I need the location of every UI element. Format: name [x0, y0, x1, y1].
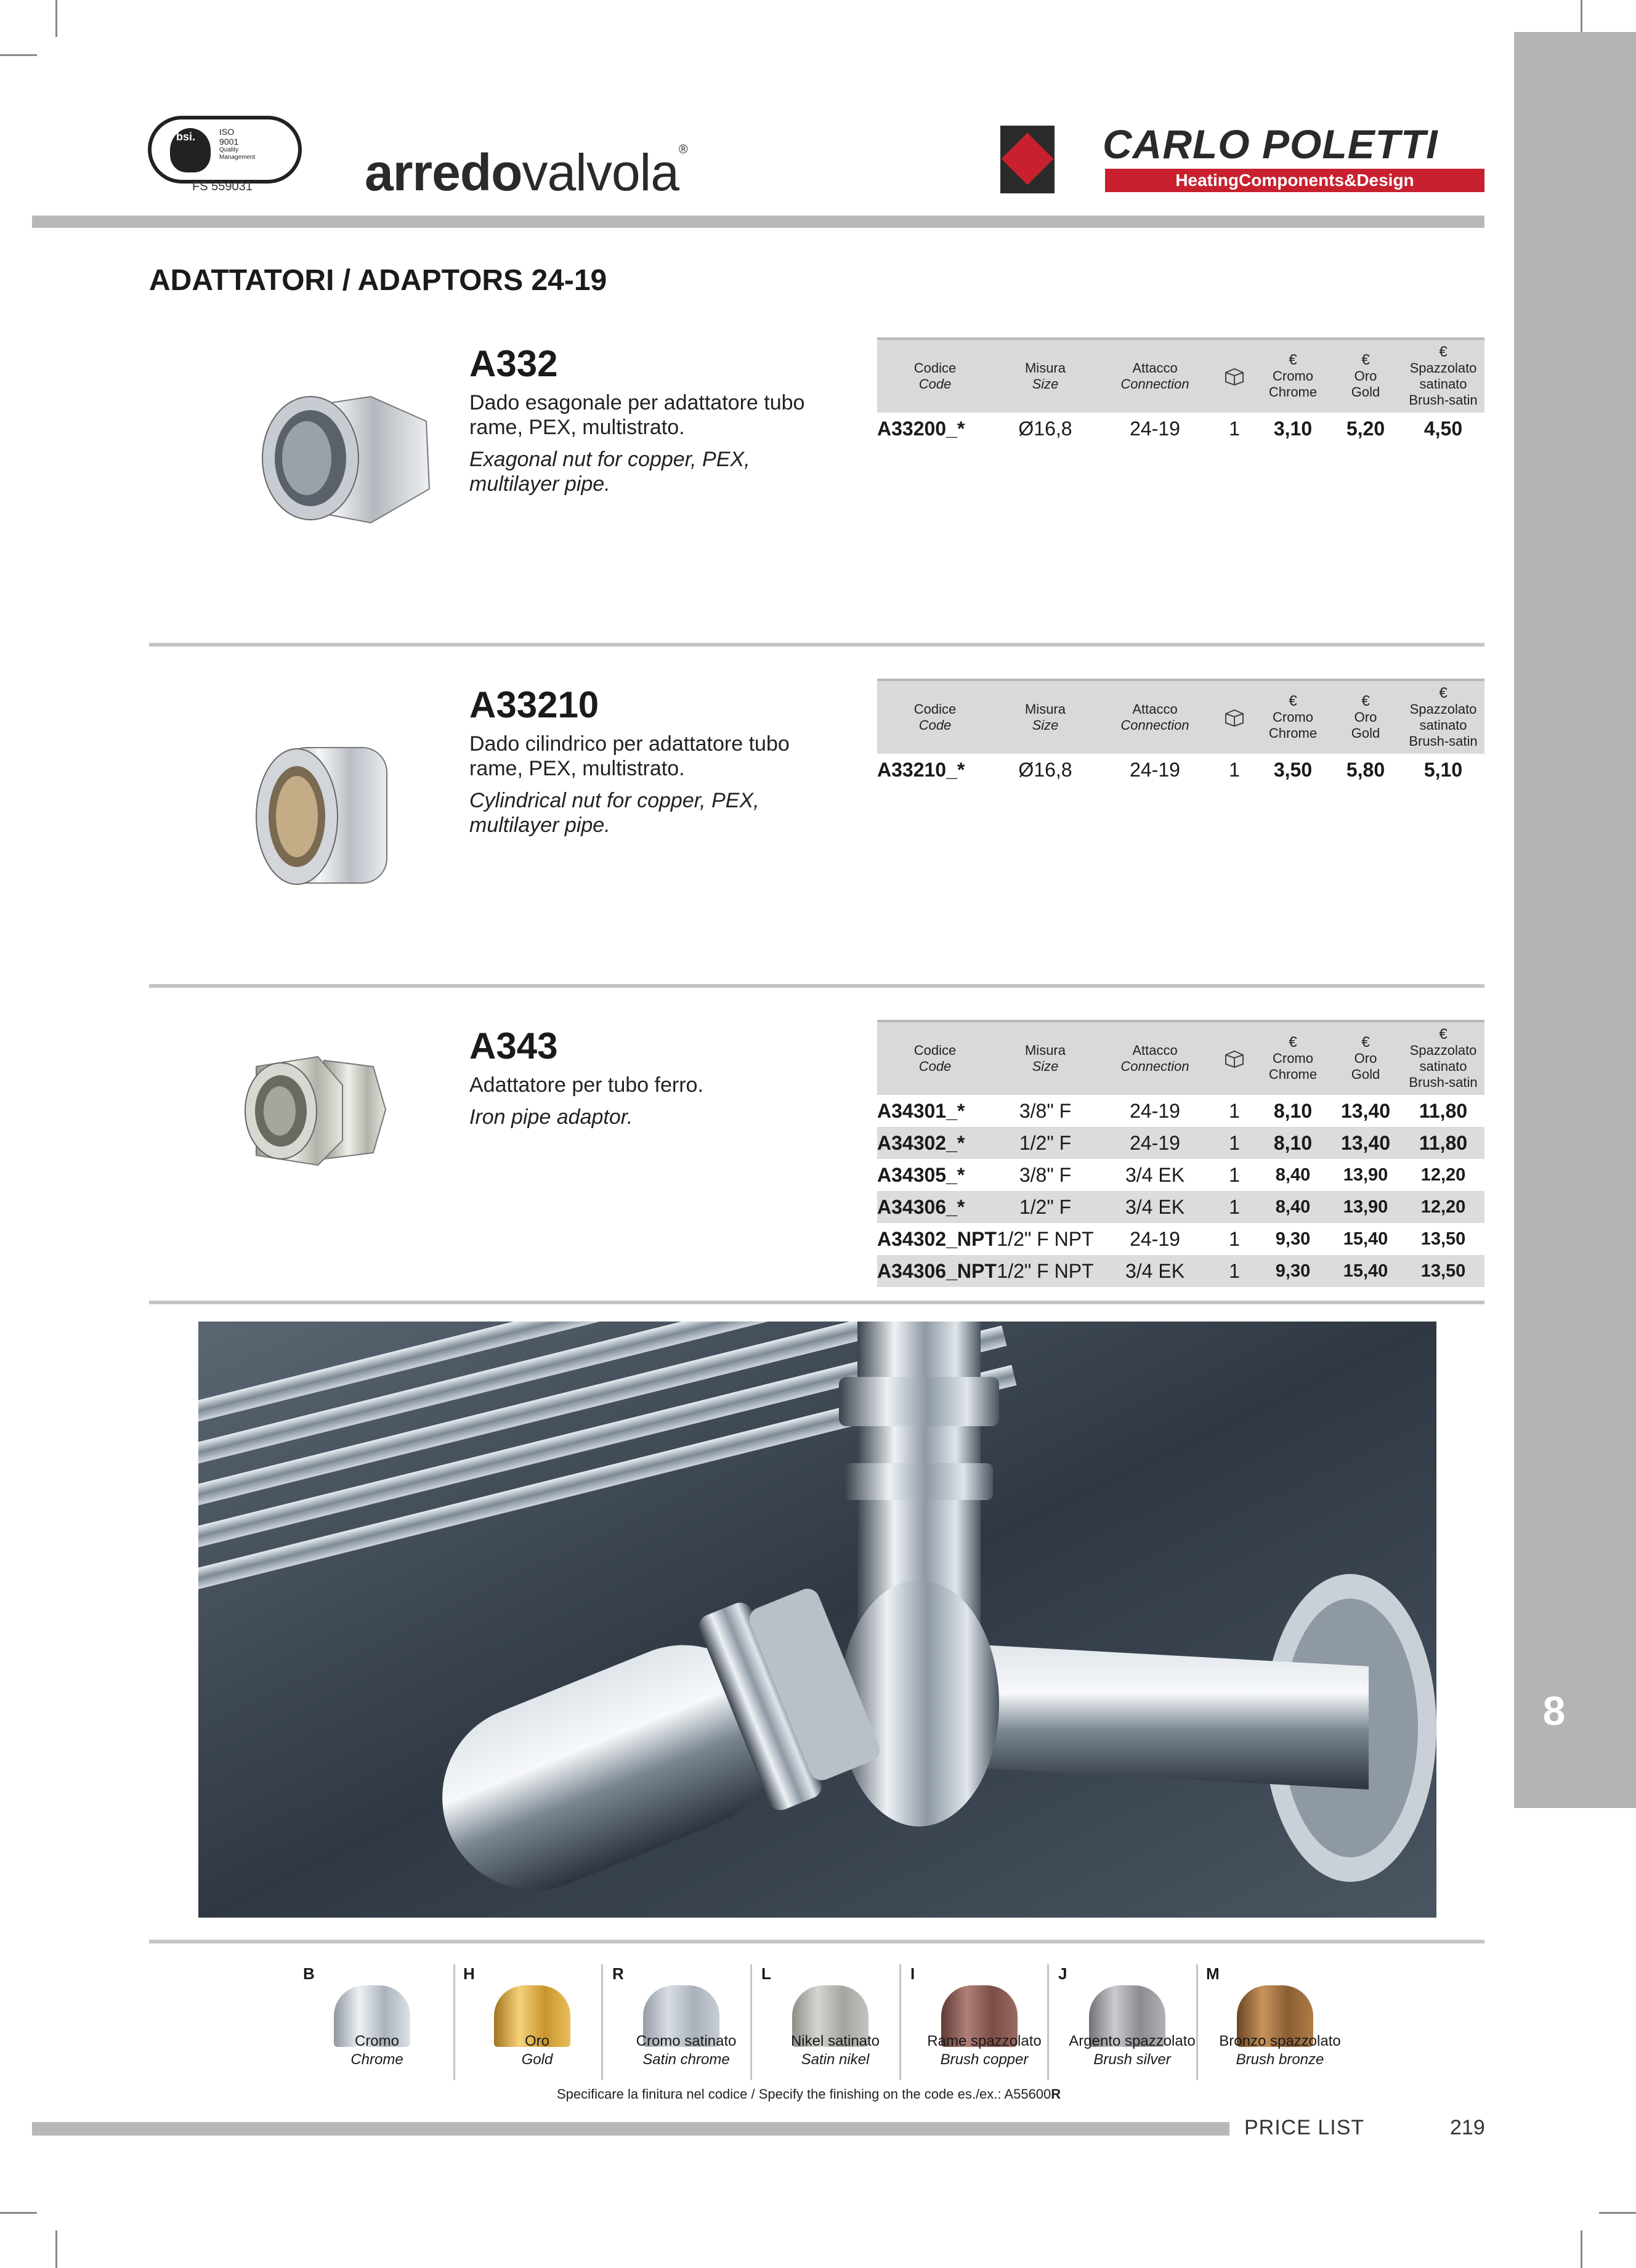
crop-mark: [1581, 0, 1582, 37]
cell-brush-price: 12,20: [1420, 1197, 1466, 1217]
col-connection-header: Attacco Connection: [1120, 360, 1189, 392]
iso-label: ISO 9001 Quality Management: [219, 127, 256, 161]
finish-name: Cromo: [354, 2033, 399, 2049]
swatch-divider: [149, 1940, 1484, 1943]
company-tagline: HeatingComponents&Design: [1105, 169, 1484, 192]
iron-pipe-adaptor-image: [232, 1042, 392, 1177]
product-description-it: Adattatore per tubo ferro.: [469, 1073, 703, 1097]
table-row: [877, 1127, 1484, 1159]
brand-logo: arredovalvola®: [365, 143, 687, 201]
finish-letter: I: [910, 1964, 915, 1983]
cell-brush-price: 4,50: [1423, 418, 1463, 440]
product-photo: [198, 1322, 1436, 1918]
table-row: [877, 754, 1484, 786]
col-size-header: Misura Size: [1024, 1043, 1066, 1074]
swatch-separator: [601, 1964, 603, 2080]
price-table: [877, 679, 1484, 786]
cell-gold-price: 13,90: [1343, 1197, 1388, 1217]
crop-mark: [1599, 2212, 1636, 2214]
finish-name: Cromo satinato: [636, 2033, 737, 2049]
company-logo-icon: [1000, 126, 1055, 193]
col-brush-header: € Spazzolato satinato Brush-satin: [1409, 344, 1478, 408]
finish-name-en: Gold: [521, 2051, 553, 2068]
finish-name: Oro: [524, 2033, 549, 2049]
product-description-en: Cylindrical nut for copper, PEX, multilayer pipe.: [469, 789, 759, 837]
package-icon: [1212, 681, 1257, 754]
table-row: [877, 1255, 1484, 1287]
page-number: 219: [1450, 2116, 1485, 2139]
product-description-en: Exagonal nut for copper, PEX, multilayer pipe.: [469, 448, 750, 496]
finish-letter: L: [761, 1964, 771, 1983]
product-description-it: Dado esagonale per adattatore tubo rame, PEX, multistrato.: [469, 391, 805, 439]
cell-code: A34305_*: [877, 1164, 965, 1186]
cell-gold-price: 5,20: [1346, 418, 1385, 440]
price-table: [877, 1020, 1484, 1287]
finish-swatch-chrome: [303, 1964, 451, 2083]
col-connection-header: Attacco Connection: [1120, 1043, 1189, 1074]
col-size-header: Misura Size: [1024, 701, 1066, 733]
cell-gold-price: 15,40: [1343, 1229, 1388, 1249]
cell-code: A34302_*: [877, 1132, 965, 1154]
cell-qty: 1: [1229, 1228, 1240, 1250]
cell-gold-price: 13,90: [1343, 1165, 1388, 1185]
product-code: A332: [469, 343, 558, 384]
cell-connection: 24-19: [1130, 1132, 1180, 1154]
certification-logo: [148, 116, 302, 184]
table-row: [877, 1095, 1484, 1127]
cell-code: A34306_*: [877, 1196, 965, 1218]
crop-mark: [55, 0, 57, 37]
finish-name: Nikel satinato: [790, 2033, 880, 2049]
cell-size: 1/2" F: [1019, 1132, 1072, 1154]
cell-qty: 1: [1229, 1132, 1240, 1154]
cell-chrome-price: 8,40: [1275, 1197, 1311, 1217]
table-header: [877, 1020, 1484, 1095]
header-divider: [32, 216, 1484, 228]
crop-mark: [1581, 2230, 1582, 2268]
finish-specification-note: Specificare la finitura nel codice / Specify the finishing on the code es./ex.: A55600R: [557, 2086, 1061, 2102]
cell-connection: 3/4 EK: [1125, 1260, 1185, 1282]
col-chrome-header: € Cromo Chrome: [1268, 1034, 1318, 1082]
col-connection-header: Attacco Connection: [1120, 701, 1189, 733]
section-divider: [149, 1301, 1484, 1304]
col-code-header: Codice Code: [913, 701, 957, 733]
cell-brush-price: 5,10: [1423, 759, 1463, 781]
col-gold-header: € Oro Gold: [1351, 693, 1380, 741]
cell-gold-price: 13,40: [1340, 1100, 1391, 1122]
cell-qty: 1: [1229, 759, 1240, 781]
finish-name-en: Brush bronze: [1236, 2051, 1324, 2068]
finish-letter: B: [303, 1964, 315, 1983]
crop-mark: [0, 54, 37, 56]
cell-connection: 24-19: [1130, 418, 1180, 440]
cell-code: A34302_NPT: [877, 1228, 997, 1250]
cell-chrome-price: 9,30: [1275, 1261, 1311, 1281]
finish-swatch-satin-chrome: [612, 1964, 760, 2083]
cell-brush-price: 12,20: [1420, 1165, 1466, 1185]
swatch-separator: [899, 1964, 901, 2080]
product-code: A343: [469, 1025, 558, 1067]
col-size-header: Misura Size: [1024, 360, 1066, 392]
swatch-separator: [750, 1964, 752, 2080]
col-gold-header: € Oro Gold: [1351, 352, 1380, 400]
finish-letter: H: [463, 1964, 475, 1983]
certificate-number: FS 559031: [192, 180, 253, 193]
crop-mark: [0, 2212, 37, 2214]
finish-name-en: Satin nikel: [801, 2051, 870, 2068]
hex-nut-image: [241, 384, 445, 538]
cell-qty: 1: [1229, 418, 1240, 440]
finish-swatch-satin-nikel: [761, 1964, 909, 2083]
cell-chrome-price: 3,50: [1273, 759, 1313, 781]
company-name: CARLO POLETTI: [1103, 121, 1438, 167]
finish-name-en: Satin chrome: [642, 2051, 730, 2068]
footer-bar: [32, 2122, 1229, 2136]
col-code-header: Codice Code: [913, 1043, 957, 1074]
col-brush-header: € Spazzolato satinato Brush-satin: [1409, 1026, 1478, 1090]
finish-letter: J: [1058, 1964, 1067, 1983]
cell-gold-price: 15,40: [1343, 1261, 1388, 1281]
chapter-tab: [1514, 32, 1636, 1808]
cell-brush-price: 11,80: [1419, 1100, 1468, 1122]
cell-qty: 1: [1229, 1164, 1240, 1186]
finish-swatch-brush-bronze: [1206, 1964, 1354, 2083]
cell-connection: 24-19: [1130, 759, 1180, 781]
product-description-it: Dado cilindrico per adattatore tubo rame, PEX, multistrato.: [469, 732, 790, 780]
col-brush-header: € Spazzolato satinato Brush-satin: [1409, 685, 1478, 749]
price-table: [877, 337, 1484, 445]
cell-size: 3/8" F: [1019, 1100, 1072, 1122]
cell-code: A34301_*: [877, 1100, 965, 1122]
cell-chrome-price: 8,10: [1273, 1132, 1313, 1154]
cell-size: 1/2" F: [1019, 1196, 1072, 1218]
package-icon: [1212, 340, 1257, 413]
finish-letter: R: [612, 1964, 624, 1983]
cell-code: A34306_NPT: [877, 1260, 997, 1282]
cell-chrome-price: 9,30: [1275, 1229, 1311, 1249]
footer-price-list: PRICE LIST: [1244, 2116, 1365, 2139]
cell-connection: 3/4 EK: [1125, 1164, 1185, 1186]
swatch-separator: [1196, 1964, 1198, 2080]
package-icon: [1212, 1022, 1257, 1095]
bsi-heart-icon: bsi.: [170, 128, 211, 172]
section-title: ADATTATORI / ADAPTORS 24-19: [149, 264, 607, 297]
finish-name: Rame spazzolato: [927, 2033, 1042, 2049]
product-code: A33210: [469, 684, 599, 725]
cell-qty: 1: [1229, 1196, 1240, 1218]
swatch-separator: [453, 1964, 455, 2080]
product-description-en: Iron pipe adaptor.: [469, 1105, 633, 1129]
cell-brush-price: 13,50: [1420, 1229, 1466, 1249]
chapter-number: 8: [1542, 1688, 1566, 1733]
cell-chrome-price: 8,10: [1273, 1100, 1313, 1122]
table-header: [877, 337, 1484, 413]
finish-name: Bronzo spazzolato: [1219, 2033, 1341, 2049]
table-row: [877, 1159, 1484, 1191]
finish-name-en: Brush silver: [1093, 2051, 1171, 2068]
cell-chrome-price: 8,40: [1275, 1165, 1311, 1185]
finish-name: Argento spazzolato: [1069, 2033, 1196, 2049]
cell-size: 1/2" F NPT: [997, 1228, 1094, 1250]
cell-connection: 24-19: [1130, 1228, 1180, 1250]
cell-connection: 3/4 EK: [1125, 1196, 1185, 1218]
cell-qty: 1: [1229, 1100, 1240, 1122]
col-chrome-header: € Cromo Chrome: [1268, 352, 1318, 400]
cylindrical-nut-image: [245, 736, 393, 897]
cell-qty: 1: [1229, 1260, 1240, 1282]
cell-gold-price: 13,40: [1340, 1132, 1391, 1154]
col-gold-header: € Oro Gold: [1351, 1034, 1380, 1082]
finish-name-en: Brush copper: [940, 2051, 1029, 2068]
finish-name-en: Chrome: [350, 2051, 403, 2068]
cell-size: Ø16,8: [1018, 759, 1072, 781]
cell-brush-price: 13,50: [1420, 1261, 1466, 1281]
col-code-header: Codice Code: [913, 360, 957, 392]
section-divider: [149, 643, 1484, 647]
table-header: [877, 679, 1484, 754]
table-row: [877, 413, 1484, 445]
cell-code: A33210_*: [877, 759, 965, 781]
cell-gold-price: 5,80: [1346, 759, 1385, 781]
section-divider: [149, 984, 1484, 988]
cell-brush-price: 11,80: [1419, 1132, 1468, 1154]
cell-chrome-price: 3,10: [1273, 418, 1313, 440]
table-row: [877, 1223, 1484, 1255]
cell-code: A33200_*: [877, 418, 965, 440]
cell-connection: 24-19: [1130, 1100, 1180, 1122]
finish-swatch-gold: [463, 1964, 611, 2083]
crop-mark: [55, 2230, 57, 2268]
swatch-separator: [1047, 1964, 1049, 2080]
col-chrome-header: € Cromo Chrome: [1268, 693, 1318, 741]
cell-size: Ø16,8: [1018, 418, 1072, 440]
cell-size: 3/8" F: [1019, 1164, 1072, 1186]
finish-swatch-brush-silver: [1058, 1964, 1206, 2083]
cell-size: 1/2" F NPT: [997, 1260, 1094, 1282]
finish-letter: M: [1206, 1964, 1220, 1983]
finish-swatch-brush-copper: [910, 1964, 1058, 2083]
table-row: [877, 1191, 1484, 1223]
